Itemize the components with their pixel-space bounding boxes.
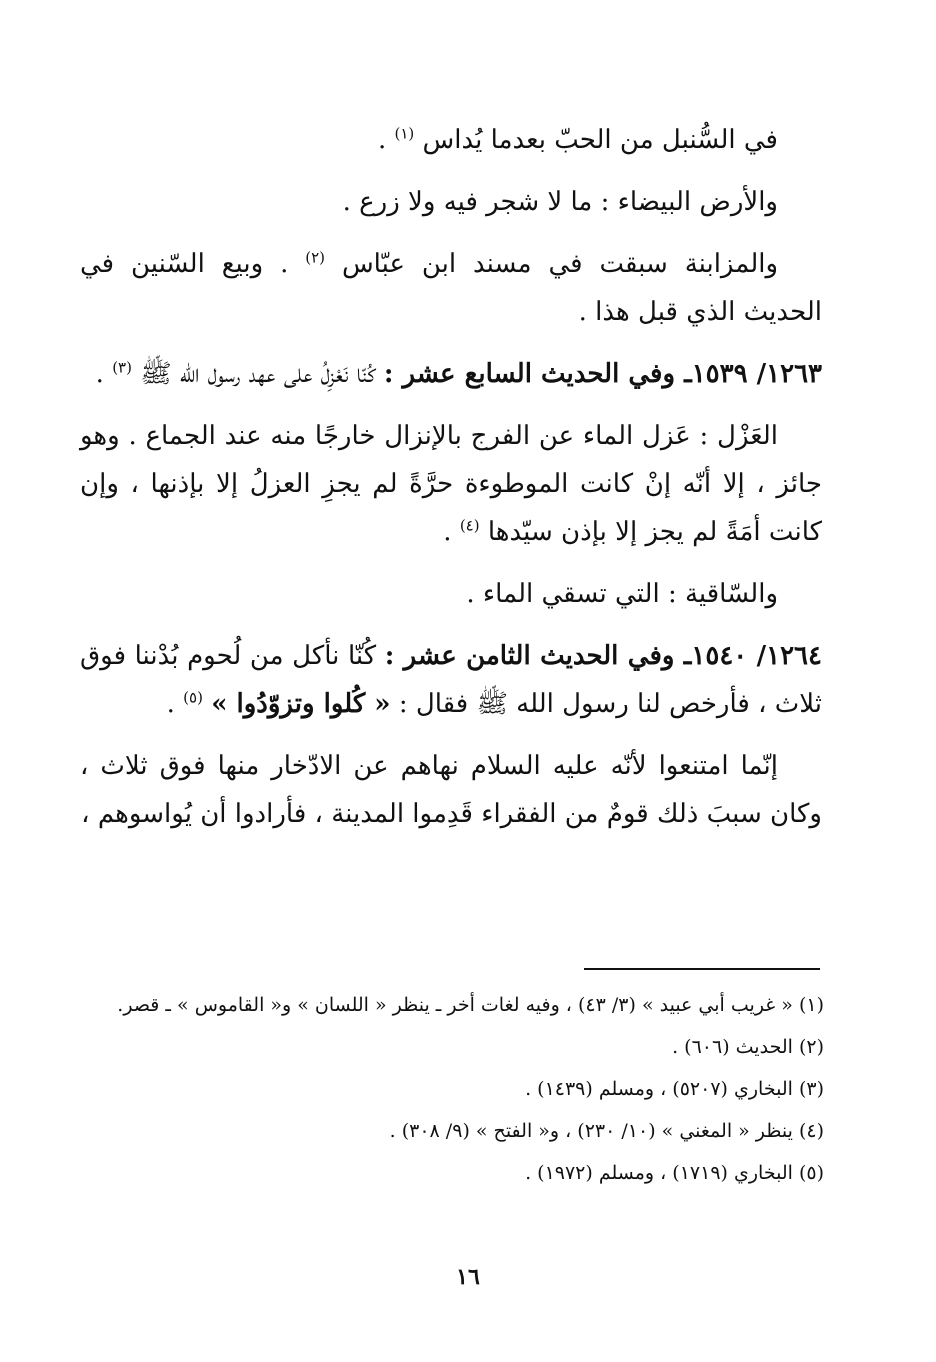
hadith-1263-number: ١٢٦٣/ ١٥٣٩ـ وفي الحديث السابع عشر : — [383, 359, 822, 389]
paragraph-explanation-text: إنّما امتنعوا لأنّه عليه السلام نهاهم عن الادّخار منها فوق ثلاث ، وكان سببَ ذلك قومٌ من الفقراء قَدِموا المدينة ، فأرادوا أن يُواسوهم ، — [80, 751, 822, 829]
footnotes — [82, 986, 824, 1196]
hadith-1264-text: كُنّا نأكل من لُحوم بُدْننا فوق ثلاث ، فأرخص لنا رسول الله ﷺ فقال : — [80, 641, 822, 719]
hadith-1264-quote: « كُلوا وتزوّدُوا » — [211, 689, 391, 719]
footnote-ref-3: (٣) — [112, 358, 132, 377]
hadith-1263-end: . — [95, 359, 104, 389]
paragraph-saqiya — [80, 570, 822, 618]
footnote-ref-1: (١) — [394, 124, 415, 143]
paragraph-1-end: . — [377, 125, 387, 155]
paragraph-azl — [80, 412, 822, 556]
footnote-ref-2: (٢) — [305, 248, 326, 267]
hadith-1264 — [80, 632, 822, 728]
footnote-2: (٢) الحديث (٦٠٦) . — [672, 1036, 824, 1058]
hadith-1263-text: كُنّا نَعْزِلُ على عهد رسول الله ﷺ — [140, 359, 376, 389]
paragraph-explanation — [80, 742, 822, 838]
footnote-ref-5: (٥) — [183, 688, 203, 707]
footnote-ref-4: (٤) — [459, 516, 480, 535]
paragraph-3 — [80, 240, 822, 336]
main-text — [80, 116, 822, 852]
paragraph-2-text: والأرض البيضاء : ما لا شجر فيه ولا زرع . — [342, 187, 778, 217]
footnote-1: (١) « غريب أبي عبيد » (٣/ ٤٣) ، وفيه لغات أخر ـ ينظر « اللسان » و« القاموس » ـ قصر. — [117, 994, 824, 1016]
paragraph-1-text: في السُّنبل من الحبّ بعدما يُداس — [422, 125, 778, 155]
paragraph-saqiya-text: والسّاقية : التي تسقي الماء . — [466, 579, 778, 609]
paragraph-3-text-b: . وبيع السّنين في الحديث الذي قبل هذا . — [80, 249, 822, 327]
paragraph-1 — [80, 116, 822, 164]
paragraph-3-text-a: والمزابنة سبقت في مسند ابن عبّاس — [341, 249, 779, 279]
paragraph-azl-end: . — [443, 517, 452, 547]
footnote-5: (٥) البخاري (١٧١٩) ، ومسلم (١٩٧٢) . — [525, 1162, 824, 1184]
paragraph-azl-text: العَزْل : عَزل الماء عن الفرج بالإنزال خارجًا منه عند الجماع . وهو جائز ، إلا أنّه إنْ كانت الموطوءة حرَّةً لم يجزِ العزلُ إلا بإذنها ، وإن كانت أمَةً لم يجز إلا بإذن سيّدها — [80, 421, 822, 547]
footnote-4: (٤) ينظر « المغني » (١٠/ ٢٣٠) ، و« الفتح » (٩/ ٣٠٨) . — [389, 1120, 824, 1142]
footnote-3: (٣) البخاري (٥٢٠٧) ، ومسلم (١٤٣٩) . — [525, 1078, 824, 1100]
paragraph-2 — [80, 178, 822, 226]
footnote-divider — [584, 968, 820, 970]
hadith-1263 — [80, 350, 822, 398]
hadith-1264-end: . — [166, 689, 175, 719]
page-number: ١٦ — [456, 1264, 480, 1290]
hadith-1264-number: ١٢٦٤/ ١٥٤٠ـ وفي الحديث الثامن عشر : — [384, 641, 822, 671]
